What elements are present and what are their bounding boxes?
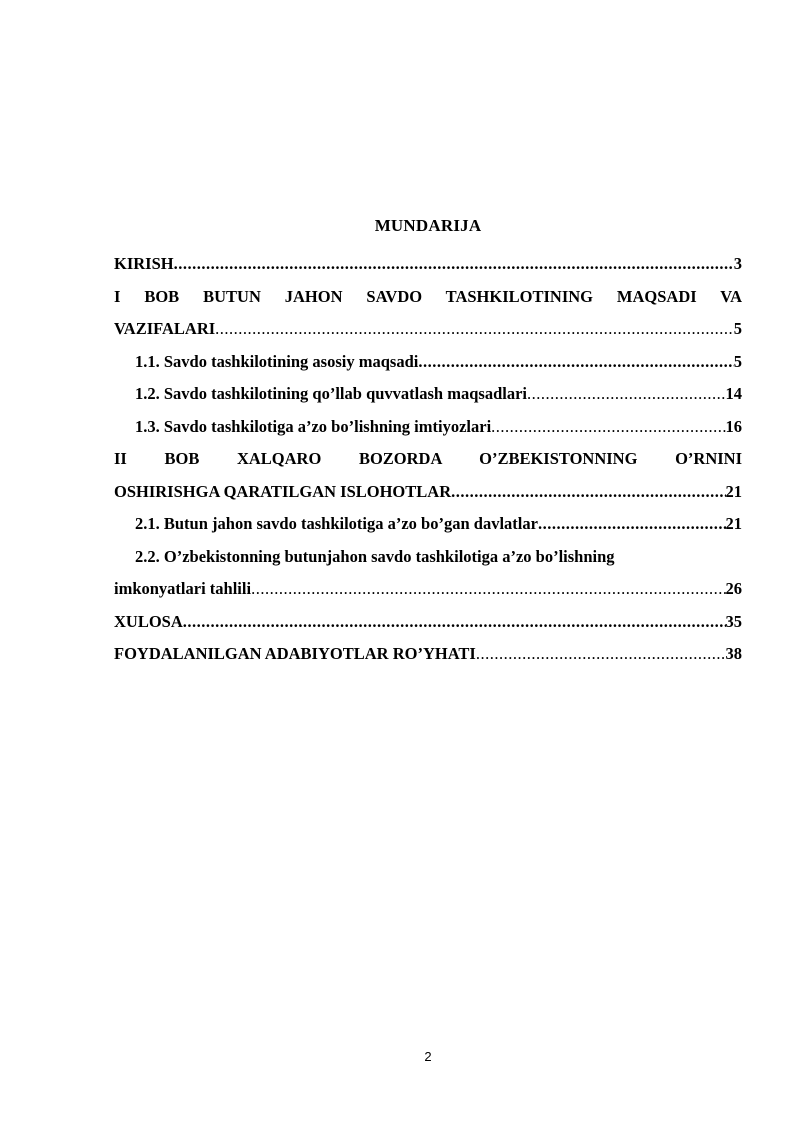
toc-leader-dots [183, 606, 726, 639]
toc-leader-dots [215, 313, 734, 346]
toc-entry-label: 1.3. Savdo tashkilotiga a’zo bo’lishning imtiyozlari [135, 416, 492, 436]
toc-leader-dots [418, 346, 733, 379]
toc-entry-page: 35 [725, 611, 742, 631]
toc-entry-2-2-line1: 2.2. O’zbekistonning butunjahon savdo tashkilotiga a’zo bo’lishning [135, 546, 615, 566]
toc-entry-1-3 [114, 411, 742, 444]
toc-entry-1-1 [114, 346, 742, 379]
toc-entry-kirish [114, 248, 742, 281]
toc-chapter-2-heading-line1: II BOB XALQARO BOZORDA O’ZBEKISTONNING O’RNINI [114, 449, 742, 468]
toc-entry-2-2-line2 [114, 573, 742, 606]
toc-leader-dots [476, 638, 726, 671]
toc-leader-dots [538, 508, 726, 541]
toc-entry-label: FOYDALANILGAN ADABIYOTLAR RO’YHATI [114, 644, 476, 663]
toc-entry-page: 5 [733, 319, 742, 338]
toc-entry-page: 26 [725, 579, 742, 598]
toc-entry-label: imkonyatlari tahlili [114, 579, 252, 598]
toc-entry-label: VAZIFALARI [114, 319, 216, 338]
toc-entry-1-2 [114, 378, 742, 411]
page-number: 2 [424, 1049, 432, 1064]
toc-leader-dots [451, 476, 725, 509]
toc-leader-dots [251, 573, 725, 606]
toc-leader-dots [527, 378, 726, 411]
toc-entry-label: 2.1. Butun jahon savdo tashkilotiga a’zo bo’gan davlatlar [135, 514, 538, 533]
toc-entry-adabiyotlar [114, 638, 742, 671]
toc-entry-page: 21 [725, 514, 742, 533]
toc-entry-page: 5 [733, 351, 742, 371]
toc-leader-dots [174, 248, 734, 281]
toc-entry-page: 3 [733, 254, 742, 273]
toc-title: MUNDARIJA [374, 216, 482, 235]
toc-chapter-1-heading-line1: I BOB BUTUN JAHON SAVDO TASHKILOTINING MAQSADI VA [114, 286, 742, 306]
toc-entry-xulosa [114, 606, 742, 639]
toc-entry-label: OSHIRISHGA QARATILGAN ISLOHOTLAR [114, 481, 452, 501]
toc-entry-label: 1.1. Savdo tashkilotining asosiy maqsadi [135, 351, 419, 371]
toc-entry-page: 38 [725, 644, 742, 663]
toc-entry-page: 16 [725, 416, 742, 436]
toc-entry-page: 14 [725, 384, 742, 403]
toc-entry-label: 1.2. Savdo tashkilotining qo’llab quvvatlash maqsadlari [135, 384, 527, 403]
toc-entry-page: 21 [725, 481, 742, 501]
toc-entry-label: KIRISH [114, 254, 174, 273]
toc-entry-label: XULOSA [114, 611, 183, 631]
toc-chapter-1-heading-line2 [114, 313, 742, 346]
toc-leader-dots [491, 411, 725, 444]
toc-chapter-2-heading-line2 [114, 476, 742, 509]
table-of-contents [114, 248, 742, 671]
toc-entry-2-1 [114, 508, 742, 541]
